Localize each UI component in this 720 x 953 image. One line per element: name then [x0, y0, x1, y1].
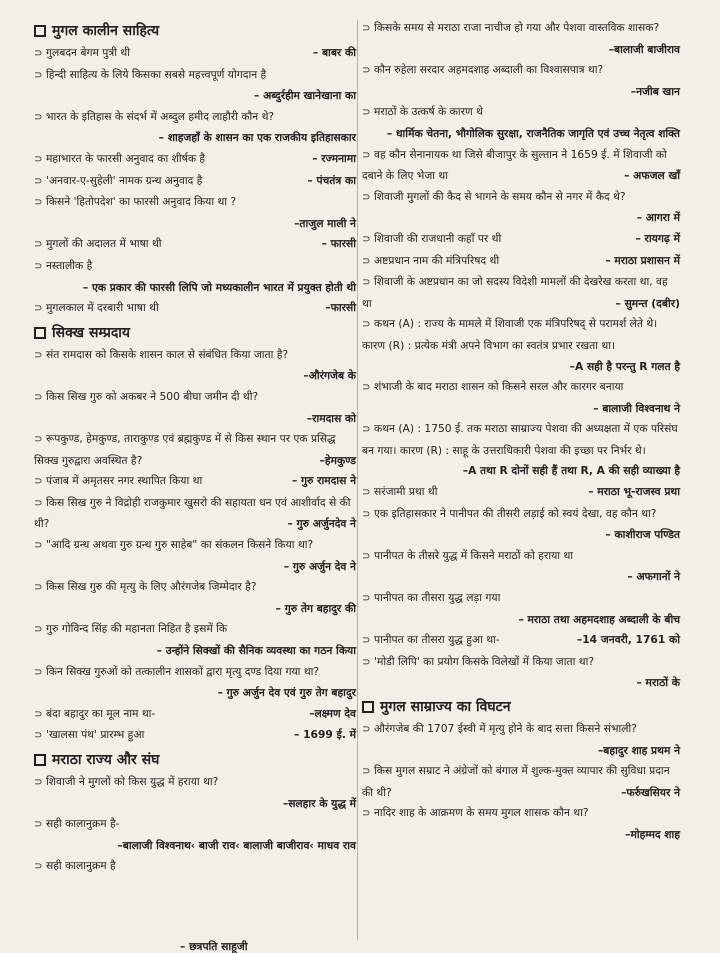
question-text: पानीपत का तीसरा युद्ध हुआ था- — [374, 633, 500, 647]
bullet-arrow-icon: ⊃ — [34, 582, 43, 594]
answer-text: – गुरु अर्जुन देव ने — [283, 559, 356, 573]
answer-text: – रज्मनामा — [312, 151, 356, 165]
qa-item — [34, 387, 356, 429]
answer-text: – एक प्रकार की फारसी लिपि जो मध्यकालीन भारत में प्रयुक्त होती थी — [82, 280, 356, 294]
question-text: गुरु गोविन्द सिंह की महानता निहित है इसमें कि — [46, 622, 228, 636]
answer-text: –लक्ष्मण देव — [309, 706, 356, 720]
qa-item — [34, 772, 356, 814]
answer-text: – 1699 ई. में — [294, 728, 356, 742]
bullet-arrow-icon: ⊃ — [362, 23, 371, 34]
bullet-arrow-icon: ⊃ — [362, 255, 371, 267]
checkbox-square-icon — [34, 754, 46, 766]
bullet-arrow-icon: ⊃ — [34, 349, 43, 361]
bullet-arrow-icon: ⊃ — [34, 777, 43, 788]
bullet-arrow-icon: ⊃ — [362, 508, 371, 520]
qa-item — [362, 803, 680, 845]
question-text: किन सिक्ख गुरुओं को तत्कालीन शासकों द्वारा मृत्यु दण्ड दिया गया था? — [46, 664, 320, 678]
qa-item — [362, 419, 680, 482]
answer-text: –मोहम्मद शाह — [625, 827, 680, 841]
question-text: पानीपत के तीसरे युद्ध में किसने मराठों को हराया था — [374, 548, 574, 562]
bullet-arrow-icon: ⊃ — [34, 303, 43, 315]
question-text: किसके समय से मराठा राजा नाचीज हो गया और पेशवा वास्तविक शासक? — [374, 21, 660, 34]
question-text: महाभारत के फारसी अनुवाद का शीर्षक है — [46, 151, 206, 165]
bullet-arrow-icon: ⊃ — [362, 487, 371, 499]
answer-text: –बालाजी विश्वनाथ‹ बाजी राव‹ बालाजी बाजीराव‹ माधव राव — [117, 838, 356, 852]
answer-text: – शाहजहाँ के शासन का एक राजकीय इतिहासकार — [158, 131, 356, 145]
qa-item — [362, 60, 680, 102]
bullet-arrow-icon: ⊃ — [34, 239, 43, 251]
answer-text: –ताजुल माली ने — [294, 216, 356, 230]
question-text: "आदि ग्रन्थ अथवा गुरु ग्रन्थ गुरु साहेब" का संकलन किसने किया था? — [46, 538, 314, 552]
question-text: शिवाजी की राजधानी कहाँ पर थी — [374, 231, 502, 245]
checkbox-square-icon — [34, 25, 46, 37]
question-text: अष्टप्रधान नाम की मंत्रिपरिषद थी — [374, 253, 500, 267]
qa-item — [34, 535, 356, 577]
bullet-arrow-icon: ⊃ — [362, 808, 371, 820]
bullet-arrow-icon: ⊃ — [362, 65, 371, 77]
answer-text: –सलहार के युद्ध में — [282, 796, 356, 810]
qa-item — [362, 504, 680, 546]
qa-item — [362, 314, 680, 377]
answer-text: – फारसी — [321, 237, 356, 251]
qa-item — [362, 187, 680, 229]
section-heading — [362, 696, 680, 718]
qa-item — [362, 652, 680, 694]
question-text: सही कालानुक्रम है — [46, 859, 116, 873]
answer-text: – आगरा में — [636, 211, 680, 225]
question-text: भारत के इतिहास के संदर्भ में अब्दुल हमीद लाहौरी कौन थे? — [46, 109, 275, 123]
question-text: गुलबदन बेगम पुत्री थी — [46, 46, 131, 59]
answer-text: –बालाजी बाजीराव — [608, 42, 680, 56]
qa-item — [34, 619, 356, 661]
qa-item — [362, 546, 680, 588]
qa-item — [34, 471, 356, 493]
qa-item — [362, 272, 680, 314]
question-text: शंभाजी के बाद मराठा शासन को किसने सरल और कारगर बनाया — [374, 380, 624, 394]
answer-text: –फारसी — [325, 301, 356, 315]
qa-item — [362, 482, 680, 504]
answer-text: – मराठों के — [636, 676, 680, 690]
question-text: वह कौन सेनानायक था जिसे बीजापुर के सुल्तान ने 1659 ई. में शिवाजी को दबाने के लिए भेजा था — [362, 147, 667, 183]
bullet-arrow-icon: ⊃ — [362, 191, 371, 203]
qa-item — [34, 493, 356, 535]
answer-text: – मराठा भू-राजस्व प्रथा — [588, 485, 680, 499]
qa-item — [34, 429, 356, 471]
bullet-arrow-icon: ⊃ — [34, 497, 43, 509]
question-text: नस्तालीक है — [46, 258, 93, 272]
left-column — [34, 18, 356, 878]
answer-text: –14 जनवरी, 1761 को — [576, 633, 680, 647]
question-text: मुगलकाल में दरबारी भाषा थी — [46, 301, 159, 315]
section-heading — [34, 749, 356, 771]
bullet-arrow-icon: ⊃ — [34, 434, 43, 446]
question-text: कथन (A) : 1750 ई. तक मराठा साम्राज्य पेशवा की अध्यक्षता में एक परिसंघ बन गया। कारण (R) : साहू के उत्तराधिकारी पेशवा की इच्छा पर निर्भर थे। — [362, 422, 678, 457]
question-text: संत रामदास को किसके शासन काल से संबंधित किया जाता है? — [46, 347, 289, 361]
bullet-arrow-icon: ⊃ — [34, 391, 43, 403]
cut-off-footer-text: – छत्रपति साहूजी — [180, 940, 248, 953]
section-title: सिक्ख सम्प्रदाय — [52, 324, 131, 341]
answer-text: – अफजल खाँ — [624, 169, 680, 183]
bullet-arrow-icon: ⊃ — [34, 197, 43, 209]
column-divider — [357, 20, 358, 940]
question-text: पंजाब में अमृतसर नगर स्थापित किया था — [46, 474, 203, 488]
answer-text: – सुमन्त (दबीर) — [615, 296, 680, 310]
answer-text: – धार्मिक चेतना, भौगोलिक सुरक्षा, राजनैतिक जागृति एवं उच्च नेतृत्व शक्ति — [386, 126, 680, 140]
qa-item — [34, 192, 356, 234]
bullet-arrow-icon: ⊃ — [362, 550, 371, 562]
qa-item — [34, 577, 356, 619]
bullet-arrow-icon: ⊃ — [362, 635, 371, 647]
question-text: कौन रुहेला सरदार अहमदशाह अब्दाली का विश्वासपात्र था? — [374, 63, 604, 77]
bullet-arrow-icon: ⊃ — [34, 476, 43, 488]
section-title: मराठा राज्य और संघ — [52, 752, 160, 768]
qa-item — [34, 704, 356, 726]
question-text: किस सिख गुरु की मृत्यु के लिए औरंगजेब जिम्मेदार है? — [46, 580, 257, 594]
qa-item — [34, 234, 356, 256]
bullet-arrow-icon: ⊃ — [34, 708, 43, 720]
answer-text: –हेमकुण्ड — [319, 453, 356, 467]
question-text: सरंजामी प्रथा थी — [374, 485, 438, 499]
section-title: मुगल साम्राज्य का विघटन — [380, 699, 511, 715]
qa-item — [34, 256, 356, 298]
qa-item — [34, 662, 356, 704]
bullet-arrow-icon: ⊃ — [362, 233, 371, 245]
answer-text: – मराठा तथा अहमदशाह अब्दाली के बीच — [518, 612, 680, 626]
question-text: रूपकुण्ड, हेमकुण्ड, ताराकुण्ड एवं ब्रह्मकुण्ड में से किस स्थान पर एक प्रसिद्ध सिक्ख गुरुद्वारा अवस्थित है? — [34, 432, 336, 467]
answer-text: – गुरु तेग बहादुर की — [275, 601, 356, 615]
qa-item — [34, 298, 356, 320]
qa-item — [34, 171, 356, 193]
question-text: मुगलों की अदालत में भाषा थी — [46, 237, 162, 251]
bullet-arrow-icon: ⊃ — [362, 149, 371, 161]
answer-text: – गुरु अर्जुनदेव ने — [287, 517, 356, 531]
section-heading — [34, 20, 356, 42]
question-text: किसने 'हितोपदेश' का फारसी अनुवाद किया था ? — [46, 195, 237, 209]
bullet-arrow-icon: ⊃ — [362, 593, 371, 605]
answer-text: – गुरु अर्जुन देव एवं गुरु तेग बहादुर — [217, 686, 356, 700]
bullet-arrow-icon: ⊃ — [34, 48, 43, 59]
qa-item — [362, 588, 680, 630]
question-text: पानीपत का तीसरा युद्ध लड़ा गया — [374, 591, 501, 605]
qa-item — [362, 18, 680, 60]
bullet-arrow-icon: ⊃ — [34, 730, 43, 742]
qa-item — [362, 102, 680, 144]
question-text: शिवाजी ने मुगलों को किस युद्ध में हराया था? — [46, 775, 219, 788]
bullet-arrow-icon: ⊃ — [362, 766, 371, 778]
qa-item — [362, 145, 680, 187]
bullet-arrow-icon: ⊃ — [34, 153, 43, 165]
right-column — [362, 18, 680, 846]
question-text: शिवाजी मुगलों की कैद से भागने के समय कौन से नगर में कैद थे? — [374, 189, 626, 203]
question-text: किस सिख गुरु को अकबर ने 500 बीघा जमीन दी थी? — [46, 389, 259, 403]
answer-text: – उन्होंने सिक्खों की सैनिक व्यवस्था का गठन किया — [156, 644, 356, 658]
question-text: कथन (A) : राज्य के मामले में शिवाजी एक मंत्रिपरिषद् से परामर्श लेते थे। कारण (R) : प्रत्येक मंत्री अपने विभाग का स्वतंत्र प्रभार रखता था। — [362, 317, 658, 352]
answer-text: – बालाजी विश्वनाथ ने — [593, 401, 680, 415]
bullet-arrow-icon: ⊃ — [34, 540, 43, 552]
answer-text: – मराठा प्रशासन में — [605, 253, 680, 267]
question-text: सही कालानुक्रम है- — [46, 817, 120, 831]
qa-item — [362, 719, 680, 761]
section-title: मुगल कालीन साहित्य — [52, 23, 160, 39]
qa-item — [34, 345, 356, 387]
bullet-arrow-icon: ⊃ — [34, 260, 43, 272]
qa-item — [34, 814, 356, 856]
bullet-arrow-icon: ⊃ — [34, 175, 43, 187]
answer-text: – रायगढ़ में — [635, 231, 680, 245]
bullet-arrow-icon: ⊃ — [362, 424, 371, 436]
qa-item — [34, 43, 356, 65]
bullet-arrow-icon: ⊃ — [34, 69, 43, 81]
answer-text: – काशीराज पण्डित — [605, 528, 680, 542]
answer-text: –A तथा R दोनों सही हैं तथा R, A की सही व्याख्या है — [462, 464, 680, 478]
bullet-arrow-icon: ⊃ — [362, 656, 371, 668]
bullet-arrow-icon: ⊃ — [34, 666, 43, 678]
answer-text: –फर्रुखसियर ने — [621, 785, 680, 799]
qa-item — [362, 377, 680, 419]
bullet-arrow-icon: ⊃ — [362, 319, 371, 331]
answer-text: –बहादुर शाह प्रथम ने — [597, 743, 680, 757]
qa-item — [34, 107, 356, 149]
question-text: किस मुगल सम्राट ने अंग्रेजों को बंगाल में शुल्क-मुक्त व्यापार की सुविधा प्रदान की थी? — [362, 764, 670, 799]
answer-text: –नजीब खान — [630, 84, 680, 98]
answer-text: – अब्दुर्रहीम खानेखाना का — [254, 89, 356, 103]
answer-text: – पंचतंत्र का — [307, 173, 356, 187]
question-text: एक इतिहासकार ने पानीपत की तीसरी लड़ाई को स्वयं देखा, वह कौन था? — [374, 506, 657, 520]
question-text: हिन्दी साहित्य के लिये किसका सबसे महत्त्वपूर्ण योगदान है — [46, 67, 267, 81]
section-heading — [34, 322, 356, 344]
qa-item — [362, 630, 680, 652]
qa-item — [362, 251, 680, 273]
answer-text: –A सही है परन्तु R गलत है — [569, 359, 680, 373]
question-text: मराठों के उत्कर्ष के कारण थे — [374, 105, 483, 119]
checkbox-square-icon — [34, 327, 46, 339]
question-text: बंदा बहादुर का मूल नाम था- — [46, 706, 156, 720]
bullet-arrow-icon: ⊃ — [34, 861, 43, 873]
qa-item — [34, 65, 356, 107]
question-text: औरंगजेब की 1707 ईस्वी में मृत्यु होने के बाद सत्ता किसने संभाली? — [374, 722, 637, 735]
qa-item — [34, 725, 356, 747]
qa-item — [362, 229, 680, 251]
answer-text: –औरंगजेब के — [303, 369, 356, 383]
question-text: 'अनवार-ए-सुहेली' नामक ग्रन्थ अनुवाद है — [46, 173, 203, 187]
bullet-arrow-icon: ⊃ — [34, 111, 43, 123]
bullet-arrow-icon: ⊃ — [362, 724, 371, 735]
answer-text: – गुरु रामदास ने — [291, 474, 356, 488]
bullet-arrow-icon: ⊃ — [34, 819, 43, 831]
checkbox-square-icon — [362, 701, 374, 713]
answer-text: – बाबर की — [312, 46, 356, 59]
question-text: 'खालसा पंथ' प्रारम्भ हुआ — [46, 728, 145, 742]
question-text: 'मोडी लिपि' का प्रयोग किसके विलेखों में किया जाता था? — [374, 654, 595, 668]
answer-text: – अफगानों ने — [627, 570, 680, 584]
question-text: किस सिख गुरु ने विद्रोही राजकुमार खुसरो की सहायता धन एवं आशीर्वाद से की थी? — [34, 495, 351, 531]
question-text: शिवाजी के अष्टप्रधान का जो सदस्य विदेशी मामलों की देखरेख करता था, वह था — [362, 275, 668, 310]
bullet-arrow-icon: ⊃ — [362, 107, 371, 119]
bullet-arrow-icon: ⊃ — [362, 277, 371, 289]
bullet-arrow-icon: ⊃ — [34, 624, 43, 636]
bullet-arrow-icon: ⊃ — [362, 382, 371, 394]
answer-text: –रामदास को — [306, 411, 356, 425]
qa-item — [362, 761, 680, 803]
question-text: नादिर शाह के आक्रमण के समय मुगल शासक कौन था? — [374, 806, 589, 820]
qa-item — [34, 856, 356, 878]
qa-item — [34, 149, 356, 171]
